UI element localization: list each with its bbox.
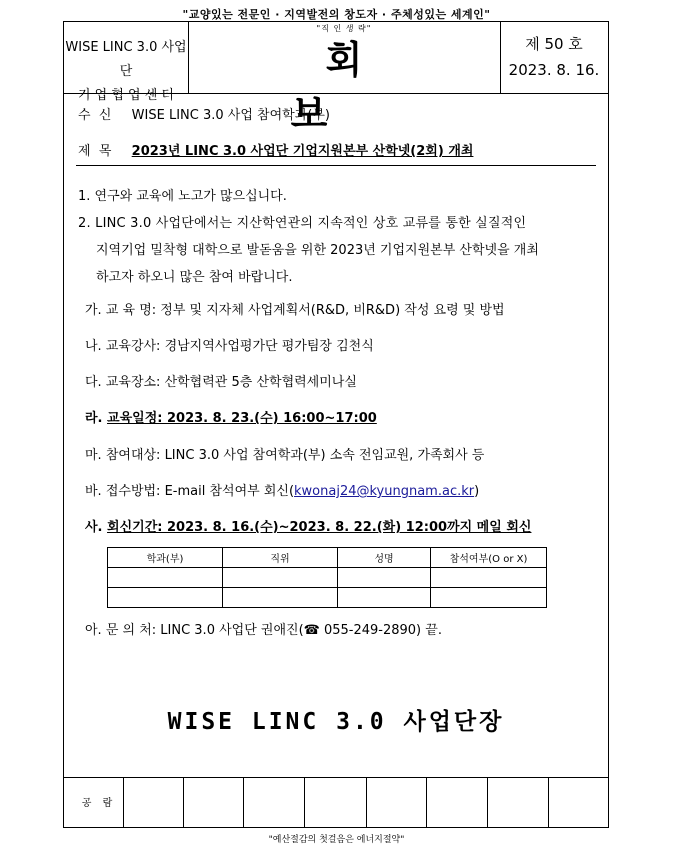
recipient-value: WISE LINC 3.0 사업 참여학과(부) [131, 108, 330, 123]
table-cell [223, 588, 338, 608]
subject-value: 2023년 LINC 3.0 사업단 기업지원본부 산학넷(2회) 개최 [131, 144, 474, 159]
body-paragraph-2-line-3: 하고자 하오니 많은 참여 바랍니다. [96, 270, 293, 285]
item-reply-period: 사. 회신기간: 2023. 8. 16.(수)~2023. 8. 22.(화) 12:00까지 메일 회신 [85, 520, 532, 535]
document-number: 제 50 호 [525, 35, 583, 53]
approval-cell-divider [487, 777, 488, 828]
schedule-text: 교육일정: 2023. 8. 23.(수) 16:00~17:00 [107, 411, 377, 426]
approval-label: 공 람 [81, 798, 117, 809]
approval-cell-divider [243, 777, 244, 828]
item-schedule: 라. 교육일정: 2023. 8. 23.(수) 16:00~17:00 [85, 411, 377, 426]
issuing-organization [64, 36, 188, 108]
table-cell [223, 568, 338, 588]
recipient-label: 수 신 [78, 108, 112, 123]
approval-cell-divider [123, 777, 124, 828]
table-header-cell: 직위 [223, 548, 338, 568]
subject-divider [76, 165, 596, 166]
approval-cell-divider [548, 777, 549, 828]
table-cell [338, 568, 431, 588]
body-paragraph-2-line-2: 지역기업 밀착형 대학으로 발돋움을 위한 2023년 기업지원본부 산학넷을 개최 [96, 243, 539, 258]
subject-row [78, 140, 473, 159]
slogan: "교양있는 전문인 · 지역발전의 창도자 · 주체성있는 세계인" [182, 8, 491, 21]
table-cell [108, 568, 223, 588]
email-link[interactable]: kwonaj24@kyungnam.ac.kr [294, 484, 475, 499]
table-cell [108, 588, 223, 608]
table-row [108, 568, 547, 588]
table-header-cell: 참석여부(O or X) [431, 548, 547, 568]
item-contact: 아. 문 의 처: LINC 3.0 사업단 권애진(☎ 055-249-2890) 끝. [85, 623, 442, 638]
seal-omitted-note: "직 인 생 략" [316, 24, 372, 33]
item-participants: 마. 참여대상: LINC 3.0 사업 참여학과(부) 소속 전임교원, 가족회사 등 [85, 448, 485, 463]
approval-top-line [63, 777, 609, 778]
org-name: WISE LINC 3.0 사업단 [65, 40, 187, 79]
approval-cell-divider [366, 777, 367, 828]
org-department: 기 업 협 업 센 터 [77, 88, 174, 103]
reply-period-text: 회신기간: 2023. 8. 16.(수)~2023. 8. 22.(화) 12:00까지 메일 회신 [107, 520, 532, 535]
subject-label: 제 목 [78, 144, 112, 159]
sender-signature: WISE LINC 3.0 사업단장 [167, 709, 505, 735]
table-cell [338, 588, 431, 608]
document-title: 회 보 [290, 38, 433, 136]
approval-cell-divider [426, 777, 427, 828]
item-instructor: 나. 교육강사: 경남지역사업평가단 평가팀장 김천식 [85, 339, 374, 354]
table-header-row [108, 548, 547, 568]
item-location: 다. 교육장소: 산학협력관 5층 산학협력세미나실 [85, 375, 357, 390]
attendance-form-table [107, 547, 547, 608]
table-header-cell: 성명 [338, 548, 431, 568]
approval-cell-divider [183, 777, 184, 828]
document-date: 2023. 8. 16. [508, 61, 600, 79]
body-paragraph-1: 1. 연구와 교육에 노고가 많으십니다. [78, 189, 287, 204]
document-number-block [500, 31, 608, 83]
table-row [108, 588, 547, 608]
recipient-row [78, 104, 330, 123]
item-course-name: 가. 교 육 명: 정부 및 지자체 사업계획서(R&D, 비R&D) 작성 요령 및 방법 [85, 303, 505, 318]
table-header-cell: 학과(부) [108, 548, 223, 568]
body-paragraph-2-line-1: 2. LINC 3.0 사업단에서는 지산학연관의 지속적인 상호 교류를 통한 실질적인 [78, 216, 527, 231]
approval-cell-divider [304, 777, 305, 828]
item-submission: 바. 접수방법: E-mail 참석여부 회신(kwonaj24@kyungnam.ac.kr) [85, 484, 480, 499]
table-cell [431, 568, 547, 588]
table-cell [431, 588, 547, 608]
footer-slogan: "예산절감의 첫걸음은 에너지절약" [268, 835, 405, 845]
